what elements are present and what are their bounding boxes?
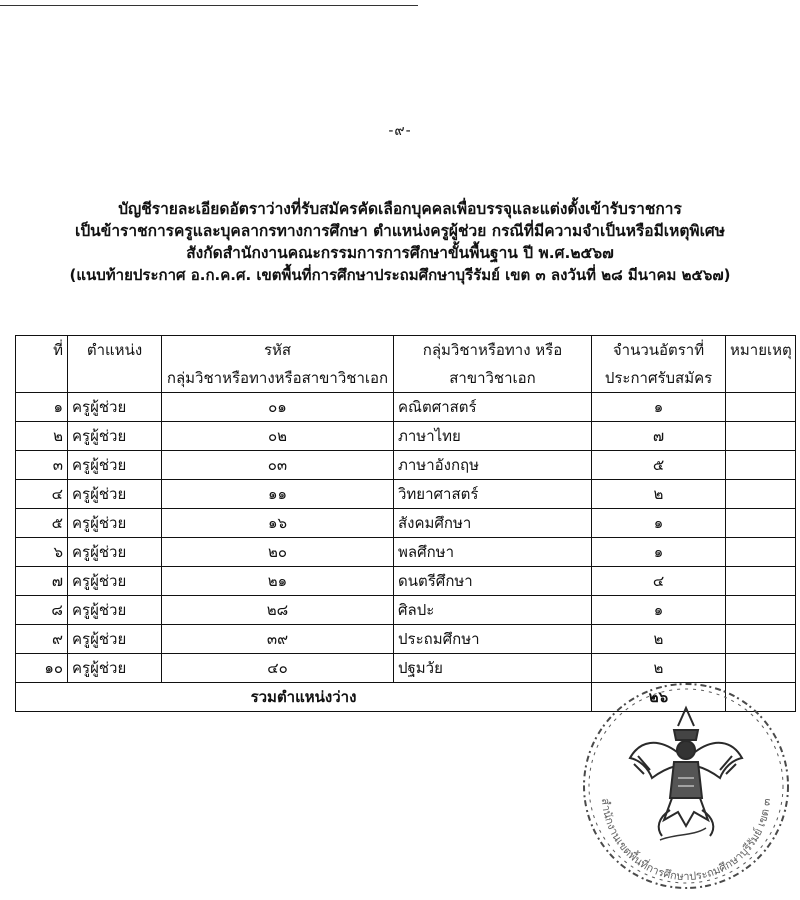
header-no-cont: [16, 364, 68, 393]
row-subject: ประถมศึกษา: [394, 625, 592, 654]
row-subject: สังคมศึกษา: [394, 509, 592, 538]
total-value: ๒๖: [592, 683, 726, 712]
header-count-sub: ประกาศรับสมัคร: [592, 364, 726, 393]
row-number: ๑๐: [16, 654, 68, 683]
table-row: [16, 596, 796, 625]
document-heading: [0, 198, 800, 286]
row-code: ๒๐: [162, 538, 394, 567]
row-position: ครูผู้ช่วย: [68, 393, 162, 422]
row-count: ๔: [592, 567, 726, 596]
row-note: [726, 393, 796, 422]
vacancy-table: [15, 335, 796, 712]
row-number: ๓: [16, 451, 68, 480]
table-row: [16, 451, 796, 480]
row-number: ๘: [16, 596, 68, 625]
row-subject: คณิตศาสตร์: [394, 393, 592, 422]
row-position: ครูผู้ช่วย: [68, 509, 162, 538]
header-code-sub: กลุ่มวิชาหรือทางหรือสาขาวิชาเอก: [162, 364, 394, 393]
row-number: ๗: [16, 567, 68, 596]
row-code: ๓๙: [162, 625, 394, 654]
row-position: ครูผู้ช่วย: [68, 654, 162, 683]
row-note: [726, 451, 796, 480]
row-number: ๑: [16, 393, 68, 422]
header-position: ตำแหน่ง: [68, 336, 162, 365]
row-subject: ศิลปะ: [394, 596, 592, 625]
table-row: [16, 422, 796, 451]
heading-reference-line: (แนบท้ายประกาศ อ.ก.ค.ศ. เขตพื้นที่การศึกษาประถมศึกษาบุรีรัมย์ เขต ๓ ลงวันที่ ๒๘ มีนาคม ๒๕๖๗): [69, 266, 731, 284]
page-number: -๙-: [388, 123, 412, 139]
row-subject: ปฐมวัย: [394, 654, 592, 683]
row-position: ครูผู้ช่วย: [68, 625, 162, 654]
table-row: [16, 393, 796, 422]
row-subject: ดนตรีศึกษา: [394, 567, 592, 596]
row-count: ๒: [592, 654, 726, 683]
row-note: [726, 538, 796, 567]
row-count: ๑: [592, 393, 726, 422]
row-number: ๒: [16, 422, 68, 451]
row-count: ๑: [592, 538, 726, 567]
header-subject-sub: สาขาวิชาเอก: [394, 364, 592, 393]
row-note: [726, 480, 796, 509]
row-code: ๒๑: [162, 567, 394, 596]
official-seal-stamp: [578, 678, 793, 893]
row-note: [726, 625, 796, 654]
row-note: [726, 596, 796, 625]
row-count: ๗: [592, 422, 726, 451]
row-note: [726, 567, 796, 596]
table-row: [16, 538, 796, 567]
header-code: รหัส: [162, 336, 394, 365]
row-note: [726, 509, 796, 538]
row-position: ครูผู้ช่วย: [68, 480, 162, 509]
row-number: ๔: [16, 480, 68, 509]
row-code: ๒๘: [162, 596, 394, 625]
row-position: ครูผู้ช่วย: [68, 567, 162, 596]
header-count: จำนวนอัตราที่: [592, 336, 726, 365]
row-subject: พลศึกษา: [394, 538, 592, 567]
row-number: ๖: [16, 538, 68, 567]
table-row: [16, 509, 796, 538]
row-subject: ภาษาอังกฤษ: [394, 451, 592, 480]
row-subject: ภาษาไทย: [394, 422, 592, 451]
header-note-cont: [726, 364, 796, 393]
table-row: [16, 625, 796, 654]
table-row: [16, 567, 796, 596]
top-rule: [0, 5, 418, 6]
header-subject: กลุ่มวิชาหรือทาง หรือ: [394, 336, 592, 365]
seal-text: สำนักงานเขตพื้นที่การศึกษาประถมศึกษาบุรีรัมย์ เขต ๓: [598, 797, 774, 884]
table-row: [16, 480, 796, 509]
row-position: ครูผู้ช่วย: [68, 451, 162, 480]
row-code: ๐๑: [162, 393, 394, 422]
row-position: ครูผู้ช่วย: [68, 422, 162, 451]
heading-line-2: เป็นข้าราชการครูและบุคลากรทางการศึกษา ตำแหน่งครูผู้ช่วย กรณีที่มีความจำเป็นหรือมีเหตุพิเศษ: [75, 222, 725, 240]
row-code: ๔๐: [162, 654, 394, 683]
row-count: ๒: [592, 480, 726, 509]
row-count: ๕: [592, 451, 726, 480]
header-note: หมายเหตุ: [726, 336, 796, 365]
total-label: รวมตำแหน่งว่าง: [16, 683, 592, 712]
row-count: ๑: [592, 596, 726, 625]
svg-text:สำนักงานเขตพื้นที่การศึกษาประถ: [599, 798, 773, 883]
heading-line-3: สังกัดสำนักงานคณะกรรมการการศึกษาขั้นพื้นฐาน ปี พ.ศ.๒๕๖๗: [186, 244, 614, 262]
row-count: ๑: [592, 509, 726, 538]
row-note: [726, 422, 796, 451]
row-position: ครูผู้ช่วย: [68, 538, 162, 567]
row-count: ๒: [592, 625, 726, 654]
garuda-emblem-icon: [630, 708, 742, 836]
header-no: ที่: [16, 336, 68, 365]
row-code: ๐๒: [162, 422, 394, 451]
header-position-cont: [68, 364, 162, 393]
row-number: ๕: [16, 509, 68, 538]
row-subject: วิทยาศาสตร์: [394, 480, 592, 509]
heading-line-1: บัญชีรายละเอียดอัตราว่างที่รับสมัครคัดเลือกบุคคลเพื่อบรรจุและแต่งตั้งเข้ารับราชการ: [118, 200, 682, 218]
row-number: ๙: [16, 625, 68, 654]
row-code: ๑๑: [162, 480, 394, 509]
row-position: ครูผู้ช่วย: [68, 596, 162, 625]
row-code: ๑๖: [162, 509, 394, 538]
row-code: ๐๓: [162, 451, 394, 480]
